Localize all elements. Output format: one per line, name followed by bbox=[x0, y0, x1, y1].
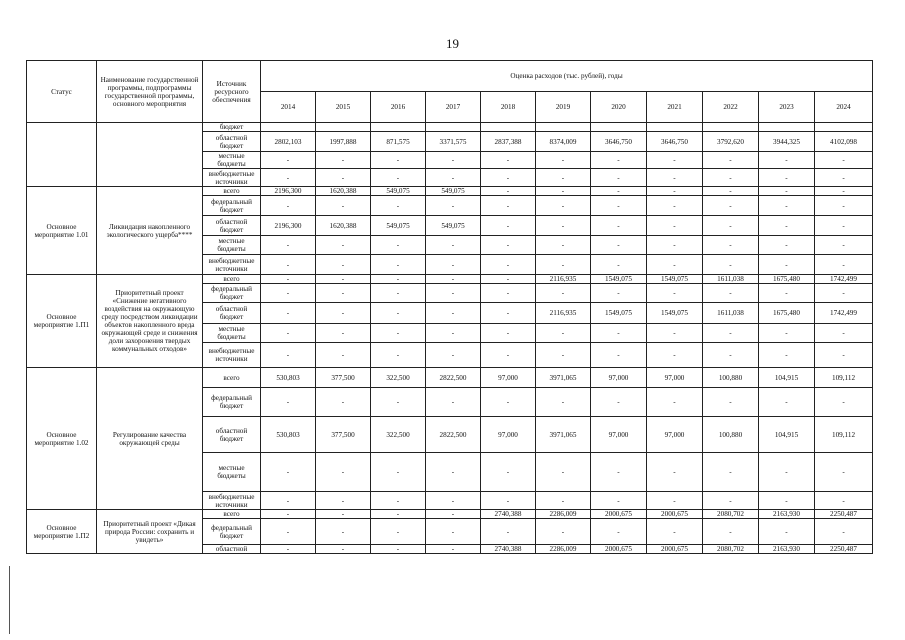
value-cell: - bbox=[759, 343, 815, 368]
header-year: 2014 bbox=[261, 92, 316, 123]
value-cell: - bbox=[481, 196, 536, 216]
value-cell: - bbox=[426, 196, 481, 216]
value-cell: 2196,300 bbox=[261, 187, 316, 196]
value-cell bbox=[426, 123, 481, 132]
value-cell: 2080,702 bbox=[703, 545, 759, 554]
value-cell: - bbox=[759, 492, 815, 510]
status-cell: Основное мероприятие 1.02 bbox=[27, 368, 97, 510]
value-cell: - bbox=[261, 343, 316, 368]
value-cell: - bbox=[647, 453, 703, 492]
header-year: 2022 bbox=[703, 92, 759, 123]
value-cell: - bbox=[371, 510, 426, 519]
value-cell: 2163,930 bbox=[759, 545, 815, 554]
value-cell bbox=[316, 123, 371, 132]
source-cell: всего bbox=[203, 510, 261, 519]
source-cell: федеральный бюджет bbox=[203, 196, 261, 216]
value-cell: - bbox=[261, 255, 316, 275]
value-cell: - bbox=[261, 453, 316, 492]
value-cell: - bbox=[759, 388, 815, 417]
value-cell: 2822,500 bbox=[426, 417, 481, 453]
value-cell: - bbox=[371, 275, 426, 284]
value-cell: - bbox=[591, 324, 647, 343]
value-cell: 549,075 bbox=[371, 216, 426, 236]
value-cell: - bbox=[536, 196, 591, 216]
value-cell: - bbox=[815, 169, 873, 187]
value-cell: - bbox=[426, 324, 481, 343]
value-cell: - bbox=[703, 343, 759, 368]
value-cell: 97,000 bbox=[591, 417, 647, 453]
value-cell: 2196,300 bbox=[261, 216, 316, 236]
value-cell: 1549,075 bbox=[647, 275, 703, 284]
value-cell: 2837,388 bbox=[481, 132, 536, 152]
program-name-cell: Регулирование качества окружающей среды bbox=[97, 368, 203, 510]
table-row bbox=[27, 187, 873, 196]
value-cell: - bbox=[371, 284, 426, 303]
header-year: 2023 bbox=[759, 92, 815, 123]
value-cell: 549,075 bbox=[371, 187, 426, 196]
value-cell: 2250,487 bbox=[815, 510, 873, 519]
value-cell: - bbox=[481, 492, 536, 510]
value-cell: - bbox=[759, 169, 815, 187]
value-cell: - bbox=[815, 284, 873, 303]
value-cell: - bbox=[481, 169, 536, 187]
value-cell: - bbox=[647, 388, 703, 417]
program-name-cell bbox=[97, 123, 203, 187]
value-cell: - bbox=[481, 388, 536, 417]
value-cell: - bbox=[261, 196, 316, 216]
value-cell bbox=[703, 123, 759, 132]
value-cell: - bbox=[371, 545, 426, 554]
value-cell: 1675,480 bbox=[759, 303, 815, 324]
header-year: 2017 bbox=[426, 92, 481, 123]
budget-table bbox=[26, 60, 873, 554]
value-cell: - bbox=[316, 519, 371, 545]
source-cell: бюджет bbox=[203, 123, 261, 132]
value-cell: 3646,750 bbox=[591, 132, 647, 152]
value-cell: - bbox=[316, 343, 371, 368]
value-cell: - bbox=[815, 216, 873, 236]
value-cell: - bbox=[261, 510, 316, 519]
table-row bbox=[27, 275, 873, 284]
value-cell: - bbox=[591, 196, 647, 216]
value-cell: - bbox=[815, 236, 873, 255]
value-cell: - bbox=[261, 303, 316, 324]
value-cell: - bbox=[647, 343, 703, 368]
value-cell: - bbox=[426, 453, 481, 492]
value-cell: - bbox=[759, 216, 815, 236]
value-cell: - bbox=[371, 303, 426, 324]
value-cell: 2163,930 bbox=[759, 510, 815, 519]
value-cell: - bbox=[371, 343, 426, 368]
source-cell: внебюджетные источники bbox=[203, 255, 261, 275]
value-cell: 2116,935 bbox=[536, 303, 591, 324]
value-cell: - bbox=[371, 492, 426, 510]
value-cell: 871,575 bbox=[371, 132, 426, 152]
value-cell: - bbox=[703, 152, 759, 169]
value-cell bbox=[481, 123, 536, 132]
source-cell: всего bbox=[203, 368, 261, 388]
source-cell: областной бюджет bbox=[203, 216, 261, 236]
value-cell: - bbox=[647, 492, 703, 510]
value-cell: - bbox=[481, 255, 536, 275]
value-cell: - bbox=[703, 216, 759, 236]
value-cell: - bbox=[261, 284, 316, 303]
value-cell: 97,000 bbox=[647, 417, 703, 453]
value-cell: - bbox=[371, 236, 426, 255]
value-cell: - bbox=[316, 492, 371, 510]
value-cell: 3971,065 bbox=[536, 368, 591, 388]
value-cell: - bbox=[815, 187, 873, 196]
value-cell: - bbox=[316, 255, 371, 275]
value-cell: - bbox=[426, 152, 481, 169]
value-cell: - bbox=[481, 275, 536, 284]
header-row bbox=[27, 61, 873, 92]
value-cell: 2000,675 bbox=[647, 510, 703, 519]
value-cell: 2802,103 bbox=[261, 132, 316, 152]
table-row bbox=[27, 123, 873, 132]
value-cell: - bbox=[261, 236, 316, 255]
value-cell: - bbox=[591, 519, 647, 545]
value-cell: - bbox=[426, 169, 481, 187]
status-cell bbox=[27, 123, 97, 187]
value-cell: - bbox=[316, 510, 371, 519]
value-cell: - bbox=[591, 343, 647, 368]
value-cell: 97,000 bbox=[481, 368, 536, 388]
value-cell: - bbox=[536, 453, 591, 492]
value-cell: - bbox=[703, 255, 759, 275]
value-cell: 1549,075 bbox=[591, 303, 647, 324]
value-cell: 2740,388 bbox=[481, 510, 536, 519]
value-cell: 1997,888 bbox=[316, 132, 371, 152]
value-cell: - bbox=[759, 236, 815, 255]
value-cell: - bbox=[647, 324, 703, 343]
value-cell: - bbox=[647, 284, 703, 303]
value-cell: - bbox=[371, 388, 426, 417]
value-cell: - bbox=[261, 519, 316, 545]
value-cell: - bbox=[591, 236, 647, 255]
value-cell: 2286,009 bbox=[536, 510, 591, 519]
value-cell: - bbox=[815, 152, 873, 169]
value-cell: 109,112 bbox=[815, 417, 873, 453]
value-cell: - bbox=[647, 236, 703, 255]
value-cell: - bbox=[759, 453, 815, 492]
value-cell: - bbox=[481, 187, 536, 196]
value-cell: 3646,750 bbox=[647, 132, 703, 152]
value-cell bbox=[647, 123, 703, 132]
value-cell bbox=[536, 123, 591, 132]
page-number: 19 bbox=[446, 36, 459, 51]
value-cell: 377,500 bbox=[316, 417, 371, 453]
value-cell: - bbox=[815, 388, 873, 417]
value-cell: 1742,499 bbox=[815, 303, 873, 324]
value-cell: - bbox=[536, 284, 591, 303]
value-cell: 1620,388 bbox=[316, 216, 371, 236]
value-cell: 530,803 bbox=[261, 368, 316, 388]
value-cell: - bbox=[481, 303, 536, 324]
value-cell: - bbox=[426, 303, 481, 324]
value-cell: - bbox=[371, 324, 426, 343]
source-cell: областной bbox=[203, 545, 261, 554]
value-cell: - bbox=[316, 453, 371, 492]
value-cell: - bbox=[481, 152, 536, 169]
value-cell: - bbox=[647, 196, 703, 216]
value-cell: - bbox=[759, 519, 815, 545]
value-cell: - bbox=[759, 187, 815, 196]
value-cell: - bbox=[261, 388, 316, 417]
value-cell: 549,075 bbox=[426, 216, 481, 236]
source-cell: областной бюджет bbox=[203, 303, 261, 324]
value-cell bbox=[591, 123, 647, 132]
value-cell: - bbox=[703, 187, 759, 196]
value-cell: 530,803 bbox=[261, 417, 316, 453]
value-cell: - bbox=[536, 519, 591, 545]
value-cell: - bbox=[591, 169, 647, 187]
value-cell: 1620,388 bbox=[316, 187, 371, 196]
header-year: 2020 bbox=[591, 92, 647, 123]
source-cell: местные бюджеты bbox=[203, 152, 261, 169]
status-cell: Основное мероприятие 1.П1 bbox=[27, 275, 97, 368]
value-cell: 1549,075 bbox=[591, 275, 647, 284]
value-cell: 2740,388 bbox=[481, 545, 536, 554]
value-cell: 97,000 bbox=[591, 368, 647, 388]
source-cell: местные бюджеты bbox=[203, 453, 261, 492]
value-cell: - bbox=[481, 284, 536, 303]
value-cell: - bbox=[647, 255, 703, 275]
value-cell: - bbox=[591, 388, 647, 417]
margin-line bbox=[9, 566, 10, 634]
value-cell: 2116,935 bbox=[536, 275, 591, 284]
value-cell: - bbox=[316, 169, 371, 187]
status-cell: Основное мероприятие 1.П2 bbox=[27, 510, 97, 554]
value-cell: - bbox=[703, 196, 759, 216]
value-cell: 2286,009 bbox=[536, 545, 591, 554]
value-cell: - bbox=[536, 216, 591, 236]
value-cell: - bbox=[759, 324, 815, 343]
value-cell: 3944,325 bbox=[759, 132, 815, 152]
value-cell: - bbox=[481, 324, 536, 343]
value-cell: 2822,500 bbox=[426, 368, 481, 388]
value-cell: - bbox=[316, 545, 371, 554]
value-cell: - bbox=[316, 324, 371, 343]
value-cell: - bbox=[426, 236, 481, 255]
value-cell: - bbox=[815, 343, 873, 368]
value-cell: - bbox=[316, 152, 371, 169]
value-cell: - bbox=[536, 324, 591, 343]
header-year: 2016 bbox=[371, 92, 426, 123]
value-cell: - bbox=[426, 275, 481, 284]
value-cell: - bbox=[647, 519, 703, 545]
value-cell: - bbox=[591, 255, 647, 275]
value-cell: - bbox=[591, 453, 647, 492]
value-cell: - bbox=[426, 255, 481, 275]
value-cell: 104,915 bbox=[759, 368, 815, 388]
source-cell: федеральный бюджет bbox=[203, 284, 261, 303]
value-cell: - bbox=[759, 152, 815, 169]
value-cell: - bbox=[759, 284, 815, 303]
value-cell: - bbox=[426, 510, 481, 519]
program-name-cell: Ликвидация накопленного экологического ущерба**** bbox=[97, 187, 203, 275]
value-cell: - bbox=[759, 196, 815, 216]
value-cell: - bbox=[591, 492, 647, 510]
source-cell: областной бюджет bbox=[203, 132, 261, 152]
value-cell: - bbox=[647, 216, 703, 236]
status-cell: Основное мероприятие 1.01 bbox=[27, 187, 97, 275]
header-name: Наименование государственной программы, подпрограммы государственной программы, основного мероприятия bbox=[97, 61, 203, 123]
source-cell: всего bbox=[203, 275, 261, 284]
value-cell: - bbox=[815, 453, 873, 492]
program-name-cell: Приоритетный проект «Снижение негативного воздействия на окружающую среду посредством ликвидации объектов накопленного вреда окружающей среде и снижения доли захоронения твердых коммунальных отходов» bbox=[97, 275, 203, 368]
value-cell: - bbox=[426, 343, 481, 368]
value-cell: 8374,009 bbox=[536, 132, 591, 152]
value-cell: - bbox=[703, 324, 759, 343]
value-cell: 104,915 bbox=[759, 417, 815, 453]
value-cell: 1611,038 bbox=[703, 303, 759, 324]
value-cell: - bbox=[426, 545, 481, 554]
value-cell: - bbox=[536, 169, 591, 187]
header-source: Источник ресурсного обеспечения bbox=[203, 61, 261, 123]
value-cell: - bbox=[261, 545, 316, 554]
value-cell: 322,500 bbox=[371, 368, 426, 388]
header-year: 2018 bbox=[481, 92, 536, 123]
value-cell: 2000,675 bbox=[647, 545, 703, 554]
value-cell: 2080,702 bbox=[703, 510, 759, 519]
value-cell: 3792,620 bbox=[703, 132, 759, 152]
value-cell: - bbox=[815, 492, 873, 510]
value-cell bbox=[815, 123, 873, 132]
value-cell: 3971,065 bbox=[536, 417, 591, 453]
value-cell: - bbox=[536, 187, 591, 196]
value-cell: - bbox=[815, 196, 873, 216]
value-cell: - bbox=[316, 284, 371, 303]
value-cell: - bbox=[815, 255, 873, 275]
value-cell: - bbox=[536, 255, 591, 275]
header-year: 2021 bbox=[647, 92, 703, 123]
header-status: Статус bbox=[27, 61, 97, 123]
value-cell: 4102,098 bbox=[815, 132, 873, 152]
value-cell bbox=[371, 123, 426, 132]
value-cell: - bbox=[426, 492, 481, 510]
value-cell: 3371,575 bbox=[426, 132, 481, 152]
value-cell: 322,500 bbox=[371, 417, 426, 453]
value-cell: - bbox=[703, 388, 759, 417]
value-cell: - bbox=[261, 275, 316, 284]
value-cell bbox=[759, 123, 815, 132]
value-cell: 100,880 bbox=[703, 417, 759, 453]
value-cell: - bbox=[703, 492, 759, 510]
source-cell: областной бюджет bbox=[203, 417, 261, 453]
value-cell: - bbox=[647, 152, 703, 169]
value-cell: 1611,038 bbox=[703, 275, 759, 284]
value-cell: - bbox=[536, 152, 591, 169]
value-cell: - bbox=[536, 343, 591, 368]
source-cell: всего bbox=[203, 187, 261, 196]
value-cell: - bbox=[591, 152, 647, 169]
value-cell: - bbox=[316, 303, 371, 324]
value-cell: - bbox=[815, 519, 873, 545]
value-cell: - bbox=[703, 236, 759, 255]
value-cell: 109,112 bbox=[815, 368, 873, 388]
source-cell: внебюджетные источники bbox=[203, 343, 261, 368]
source-cell: внебюджетные источники bbox=[203, 492, 261, 510]
value-cell: 100,880 bbox=[703, 368, 759, 388]
value-cell: - bbox=[371, 255, 426, 275]
value-cell: 1675,480 bbox=[759, 275, 815, 284]
value-cell: - bbox=[481, 343, 536, 368]
value-cell: - bbox=[371, 453, 426, 492]
value-cell: - bbox=[316, 388, 371, 417]
value-cell: - bbox=[647, 169, 703, 187]
value-cell: - bbox=[316, 196, 371, 216]
source-cell: внебюджетные источники bbox=[203, 169, 261, 187]
value-cell: - bbox=[536, 388, 591, 417]
value-cell: 377,500 bbox=[316, 368, 371, 388]
value-cell: 97,000 bbox=[481, 417, 536, 453]
value-cell: - bbox=[371, 519, 426, 545]
value-cell bbox=[261, 123, 316, 132]
value-cell: - bbox=[371, 196, 426, 216]
header-estimate: Оценка расходов (тыс. рублей), годы bbox=[261, 61, 873, 92]
value-cell: - bbox=[261, 492, 316, 510]
value-cell: - bbox=[481, 453, 536, 492]
value-cell: 97,000 bbox=[647, 368, 703, 388]
value-cell: - bbox=[591, 187, 647, 196]
value-cell: - bbox=[261, 324, 316, 343]
source-cell: местные бюджеты bbox=[203, 324, 261, 343]
header-year: 2015 bbox=[316, 92, 371, 123]
value-cell: 549,075 bbox=[426, 187, 481, 196]
value-cell: - bbox=[371, 152, 426, 169]
value-cell: 1549,075 bbox=[647, 303, 703, 324]
value-cell: - bbox=[481, 216, 536, 236]
value-cell: - bbox=[591, 284, 647, 303]
value-cell: - bbox=[371, 169, 426, 187]
value-cell: - bbox=[426, 284, 481, 303]
program-name-cell: Приоритетный проект «Дикая природа России: сохранить и увидеть» bbox=[97, 510, 203, 554]
value-cell: 2250,487 bbox=[815, 545, 873, 554]
value-cell: - bbox=[703, 453, 759, 492]
value-cell: - bbox=[703, 284, 759, 303]
value-cell: 1742,499 bbox=[815, 275, 873, 284]
value-cell: - bbox=[815, 324, 873, 343]
value-cell: - bbox=[647, 187, 703, 196]
source-cell: федеральный бюджет bbox=[203, 519, 261, 545]
value-cell: 2000,675 bbox=[591, 545, 647, 554]
value-cell: - bbox=[703, 169, 759, 187]
value-cell: - bbox=[261, 169, 316, 187]
source-cell: федеральный бюджет bbox=[203, 388, 261, 417]
value-cell: - bbox=[426, 388, 481, 417]
value-cell: - bbox=[316, 275, 371, 284]
value-cell: 2000,675 bbox=[591, 510, 647, 519]
value-cell: - bbox=[316, 236, 371, 255]
source-cell: местные бюджеты bbox=[203, 236, 261, 255]
value-cell: - bbox=[481, 236, 536, 255]
header-year: 2024 bbox=[815, 92, 873, 123]
table-row bbox=[27, 368, 873, 388]
value-cell: - bbox=[261, 152, 316, 169]
header-year: 2019 bbox=[536, 92, 591, 123]
value-cell: - bbox=[536, 492, 591, 510]
value-cell: - bbox=[759, 255, 815, 275]
value-cell: - bbox=[591, 216, 647, 236]
table-row bbox=[27, 510, 873, 519]
value-cell: - bbox=[426, 519, 481, 545]
value-cell: - bbox=[481, 519, 536, 545]
value-cell: - bbox=[703, 519, 759, 545]
value-cell: - bbox=[536, 236, 591, 255]
